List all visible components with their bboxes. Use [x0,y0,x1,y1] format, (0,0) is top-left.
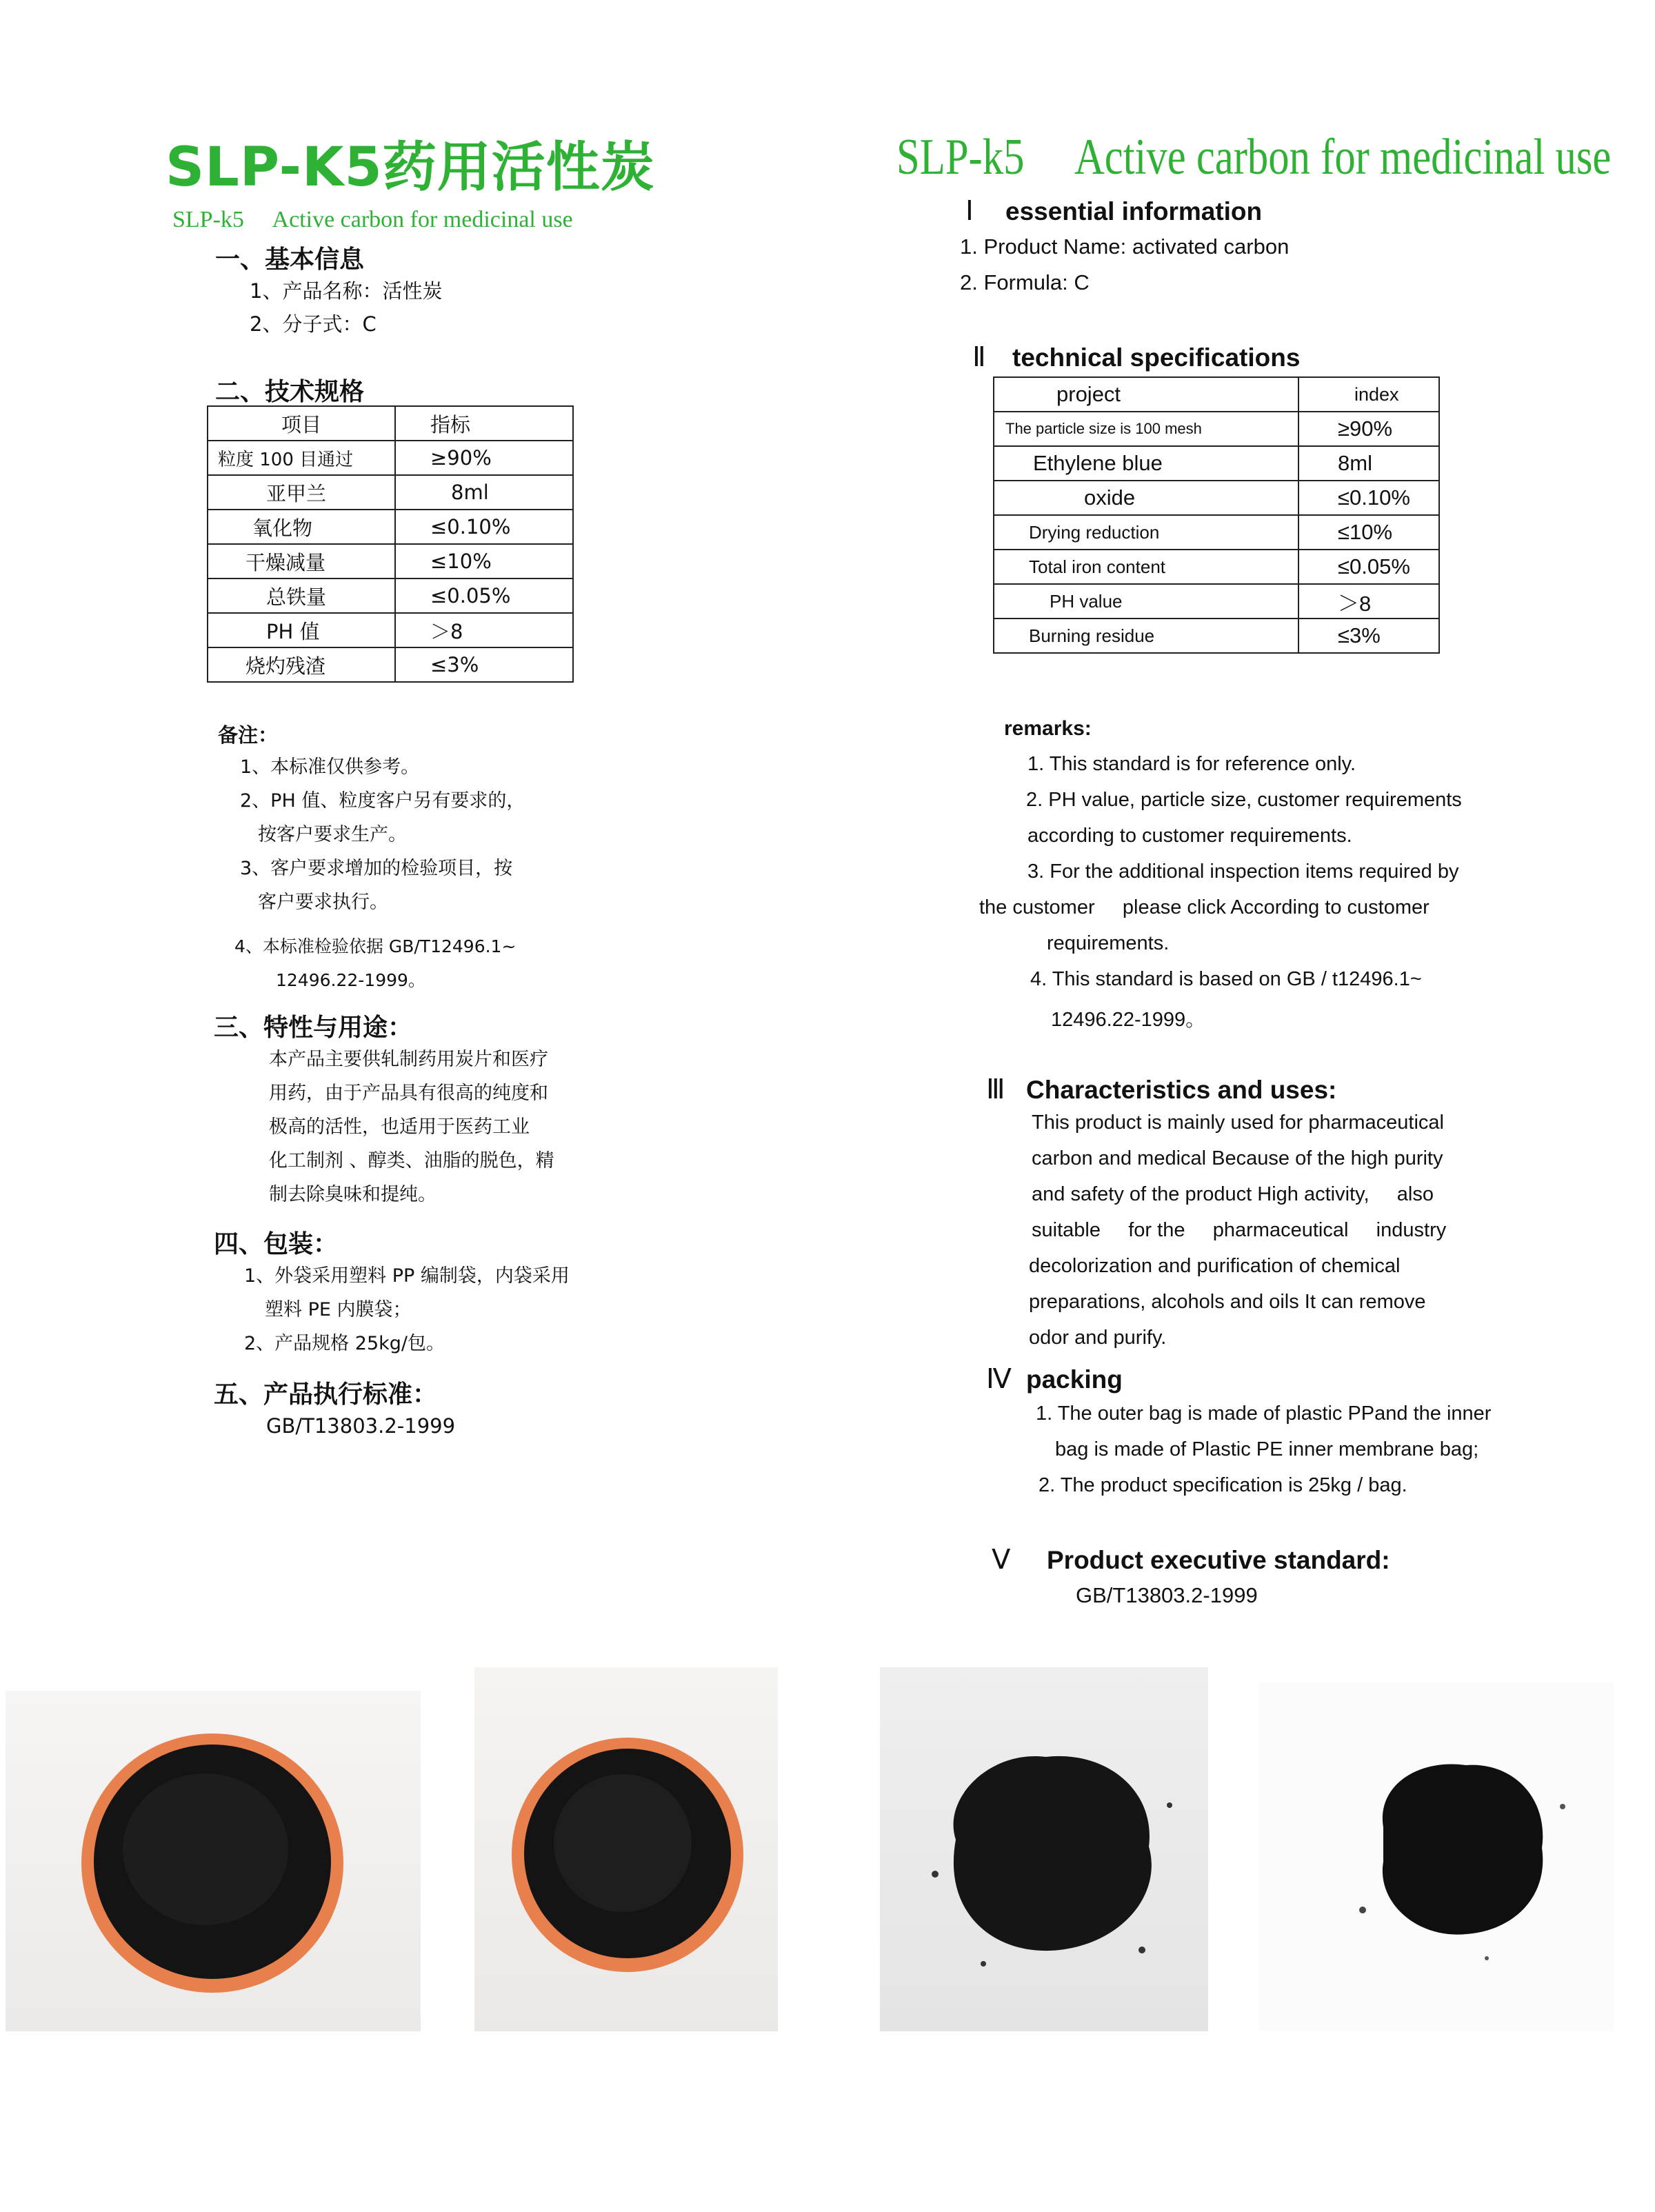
table-row [994,481,1439,515]
table-cell: ≤0.05% [395,579,573,613]
en-usage-line: and safety of the product High activity, also [1032,1183,1434,1205]
table-cell: ≤10% [395,544,573,579]
table-cell: The particle size is 100 mesh [994,412,1298,446]
table-row [994,584,1439,619]
cn-packing-line: 2、产品规格 25kg/包。 [244,1333,445,1354]
en-remarks-heading: remarks: [1004,717,1092,740]
cn-usage-line: 极高的活性，也适用于医药工业 [269,1116,530,1138]
table-cell: ≥90% [1298,412,1439,446]
table-row [994,515,1439,550]
roman-numeral: Ⅰ [965,195,974,226]
table-header-cell: 项目 [208,406,395,441]
en-remark-line: 12496.22-1999。 [1051,1009,1206,1031]
orange-bowl-image [6,1691,421,2031]
cn-section3-heading: 三、特性与用途： [214,1014,413,1042]
en-product-name: 1. Product Name: activated carbon [960,234,1290,259]
table-row [208,544,573,579]
cn-remark-line: 2、PH 值、粒度客户另有要求的， [240,790,525,812]
table-cell: Total iron content [994,550,1298,584]
table-cell: 氧化物 [208,510,395,544]
roman-numeral: Ⅴ [992,1544,1011,1575]
cn-standard-value: GB/T13803.2-1999 [266,1414,456,1438]
en-usage-line: preparations, alcohols and oils It can remove [1029,1291,1426,1313]
table-cell: 8ml [1298,446,1439,481]
table-header-row [994,377,1439,412]
cn-usage-line: 用药，由于产品具有很高的纯度和 [269,1083,548,1104]
cn-packing-line: 1、外袋采用塑料 PP 编制袋，内袋采用 [244,1265,570,1287]
en-usage-line: carbon and medical Because of the high purity [1032,1147,1443,1169]
en-remark-line: 4. This standard is based on GB / t12496.1~ [1030,968,1422,990]
en-usage-line: suitable for the pharmaceutical industry [1032,1219,1447,1241]
roman-numeral: Ⅳ [986,1363,1012,1394]
table-cell: ≥90% [395,441,573,475]
cn-usage-line: 制去除臭味和提纯。 [269,1184,437,1205]
cn-product-title: SLP-K5药用活性炭 [166,137,655,199]
cn-section2-heading: 二、技术规格 [215,378,365,406]
powder-white-image [1259,1682,1614,2031]
en-section3-title: Characteristics and uses: [1026,1076,1337,1104]
photo-carbon-powder-pile [880,1667,1208,2031]
table-cell: Drying reduction [994,515,1298,550]
en-standard-value: GB/T13803.2-1999 [1076,1583,1258,1607]
table-row [208,475,573,510]
orange-bowl-closeup-image [474,1667,778,2031]
table-row [994,412,1439,446]
table-cell: 粒度 100 目通过 [208,441,395,475]
powder-pile-image [880,1667,1208,2031]
table-cell: Ethylene blue [994,446,1298,481]
en-usage-line: decolorization and purification of chemical [1029,1255,1401,1277]
table-cell: ≤0.05% [1298,550,1439,584]
roman-numeral: Ⅱ [972,341,986,372]
cn-section1-heading: 一、基本信息 [215,245,365,274]
table-cell: 总铁量 [208,579,395,613]
photo-carbon-powder-on-white [1259,1682,1614,2031]
table-header-row [208,406,573,441]
table-row [208,510,573,544]
photo-carbon-in-orange-bowl [6,1691,421,2031]
cn-remark-line: 12496.22-1999。 [276,970,425,990]
en-packing-line: 2. The product specification is 25kg / bag. [1039,1474,1407,1496]
photo-carbon-bowl-closeup [474,1667,778,2031]
en-formula: 2. Formula: C [960,270,1090,294]
en-remark-line: 1. This standard is for reference only. [1027,753,1356,775]
table-header-cell: 指标 [395,406,573,441]
table-cell: 亚甲兰 [208,475,395,510]
table-cell: 8ml [395,475,573,510]
en-section4-heading [986,1363,1123,1395]
table-cell: ≤3% [1298,619,1439,653]
cn-usage-line: 本产品主要供轧制药用炭片和医疗 [269,1049,548,1070]
cn-remark-line: 3、客户要求增加的检验项目，按 [240,858,513,879]
table-cell: oxide [994,481,1298,515]
cn-remarks-heading: 备注： [218,723,279,747]
cn-section5-heading: 五、产品执行标准： [214,1380,438,1409]
cn-product-subtitle: SLP-k5 Active carbon for medicinal use [172,207,573,232]
table-row [208,579,573,613]
en-remark-line: according to customer requirements. [1027,825,1352,847]
cn-packing-line: 塑料 PE 内膜袋； [265,1299,412,1320]
en-section2-title: technical specifications [1012,343,1301,372]
en-packing-line: bag is made of Plastic PE inner membrane bag; [1055,1438,1479,1460]
table-cell: 烧灼残渣 [208,647,395,682]
en-section1-title: essential information [1005,197,1263,225]
en-usage-line: This product is mainly used for pharmaceutical [1032,1112,1444,1134]
en-section4-title: packing [1026,1365,1123,1394]
table-cell: Burning residue [994,619,1298,653]
en-product-title: SLP-k5 Active carbon for medicinal use [896,129,1612,185]
en-remark-line: requirements. [1047,932,1170,954]
cn-remark-line: 1、本标准仅供参考。 [240,756,420,778]
cn-section4-heading: 四、包装： [214,1230,339,1258]
en-remark-line: 3. For the additional inspection items required by [1027,861,1459,883]
table-cell: ≤0.10% [395,510,573,544]
en-section5-heading [992,1543,1390,1576]
cn-remark-line: 按客户要求生产。 [258,824,407,845]
cn-remark-line: 客户要求执行。 [258,892,388,913]
table-row [994,446,1439,481]
table-header-cell: index [1298,377,1439,412]
table-header-cell: project [994,377,1298,412]
table-cell: ≤3% [395,647,573,682]
table-cell: ≤0.10% [1298,481,1439,515]
table-row [208,441,573,475]
en-section3-heading [986,1073,1336,1105]
en-spec-table [993,376,1440,654]
roman-numeral: Ⅲ [986,1074,1005,1105]
en-remark-line: the customer please click According to customer [979,896,1430,918]
cn-remark-line: 4、本标准检验依据 GB/T12496.1~ [234,936,516,956]
en-packing-line: 1. The outer bag is made of plastic PPand the inner [1036,1402,1492,1425]
en-usage-line: odor and purify. [1029,1327,1167,1349]
table-cell: ＞8 [1298,584,1439,619]
cn-spec-table [207,405,574,683]
en-section1-heading [965,194,1262,227]
cn-formula: 2、分子式：C [250,312,377,336]
table-row [208,647,573,682]
table-cell: 干燥减量 [208,544,395,579]
en-remark-line: 2. PH value, particle size, customer requirements [1026,789,1462,811]
table-cell: PH 值 [208,613,395,647]
table-cell: PH value [994,584,1298,619]
table-row [994,550,1439,584]
table-cell: ＞8 [395,613,573,647]
en-section2-heading [972,341,1300,373]
cn-product-name: 1、产品名称：活性炭 [250,279,443,303]
table-cell: ≤10% [1298,515,1439,550]
table-row [994,619,1439,653]
en-section5-title: Product executive standard: [1047,1546,1390,1574]
table-row [208,613,573,647]
cn-usage-line: 化工制剂 、醇类、油脂的脱色，精 [269,1150,554,1172]
